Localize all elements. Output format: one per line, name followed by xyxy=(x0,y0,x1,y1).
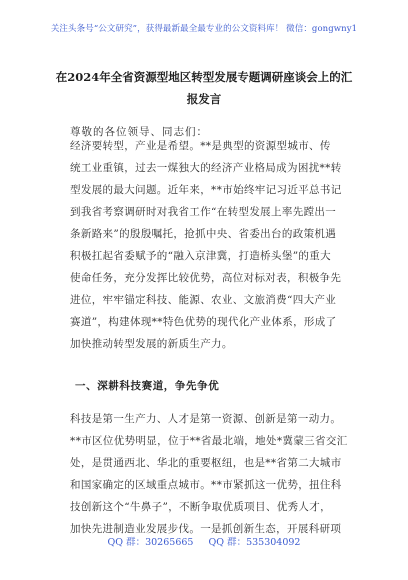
document-title xyxy=(40,66,368,110)
text-line: 赛道”，构建体现**特色优势的现代化产业体系，形成了 xyxy=(70,316,337,328)
title-line: 报发言 xyxy=(186,92,222,106)
text-line: 使命任务，充分发挥比较优势，高位对标对表，积极争先 xyxy=(70,272,342,284)
text-line: 经济要转型，产业是希望。**是典型的资源型城市、传 xyxy=(70,140,331,152)
text-line: 统工业重镇，过去一煤独大的经济产业格局成为困扰**转 xyxy=(70,162,342,174)
text-line: 型发展的最大问题。近年来，**市始终牢记习近平总书记 xyxy=(70,184,342,196)
header-banner: 关注头条号“公文研究”，获得最新最全最专业的公文资料库！ 微信：gongwny1 xyxy=(50,24,358,34)
text-line: 积极扛起省委赋予的“融入京津冀，打造桥头堡”的重大 xyxy=(70,250,331,262)
text-line: **市区位优势明显，位于**省最北端，地处*冀蒙三省交汇 xyxy=(70,435,348,447)
text-line: 科技是第一生产力、人才是第一资源、创新是第一动力。 xyxy=(70,413,342,425)
qq-group-2: QQ 群：535304092 xyxy=(208,537,301,548)
salutation: 尊敬的各位领导、同志们： xyxy=(70,126,208,138)
text-line: 处，是贯通西北、华北的重要枢纽，也是**省第二大城市 xyxy=(70,457,342,469)
section-heading: 一、深耕科技赛道，争先争优 xyxy=(75,380,220,392)
text-line: 到我省考察调研时对我省工作“在转型发展上率先蹚出一 xyxy=(70,206,337,218)
text-line: 条新路来”的殷殷嘱托，抢抓中央、省委出台的政策机遇 xyxy=(70,228,337,240)
paragraph-2 xyxy=(70,408,348,540)
text-line: 加快先进制造业发展步伐。一是抓创新生态，开展科研项 xyxy=(70,523,342,535)
text-line: 进位，牢牢锚定科技、能源、农业、文旅消费“四大产业 xyxy=(70,294,337,306)
qq-group-1: QQ 群：30265665 xyxy=(107,537,194,548)
text-line: 加快推动转型发展的新质生产力。 xyxy=(70,338,233,350)
title-line: 在2024年全省资源型地区转型发展专题调研座谈会上的汇 xyxy=(55,70,353,84)
text-line: 和国家确定的区域重点城市。**市紧抓这一优势，扭住科 xyxy=(70,479,342,491)
paragraph-1 xyxy=(70,135,348,355)
footer xyxy=(0,534,408,548)
text-line: 技创新这个“牛鼻子”，不断争取优质项目、优秀人才， xyxy=(70,501,331,513)
